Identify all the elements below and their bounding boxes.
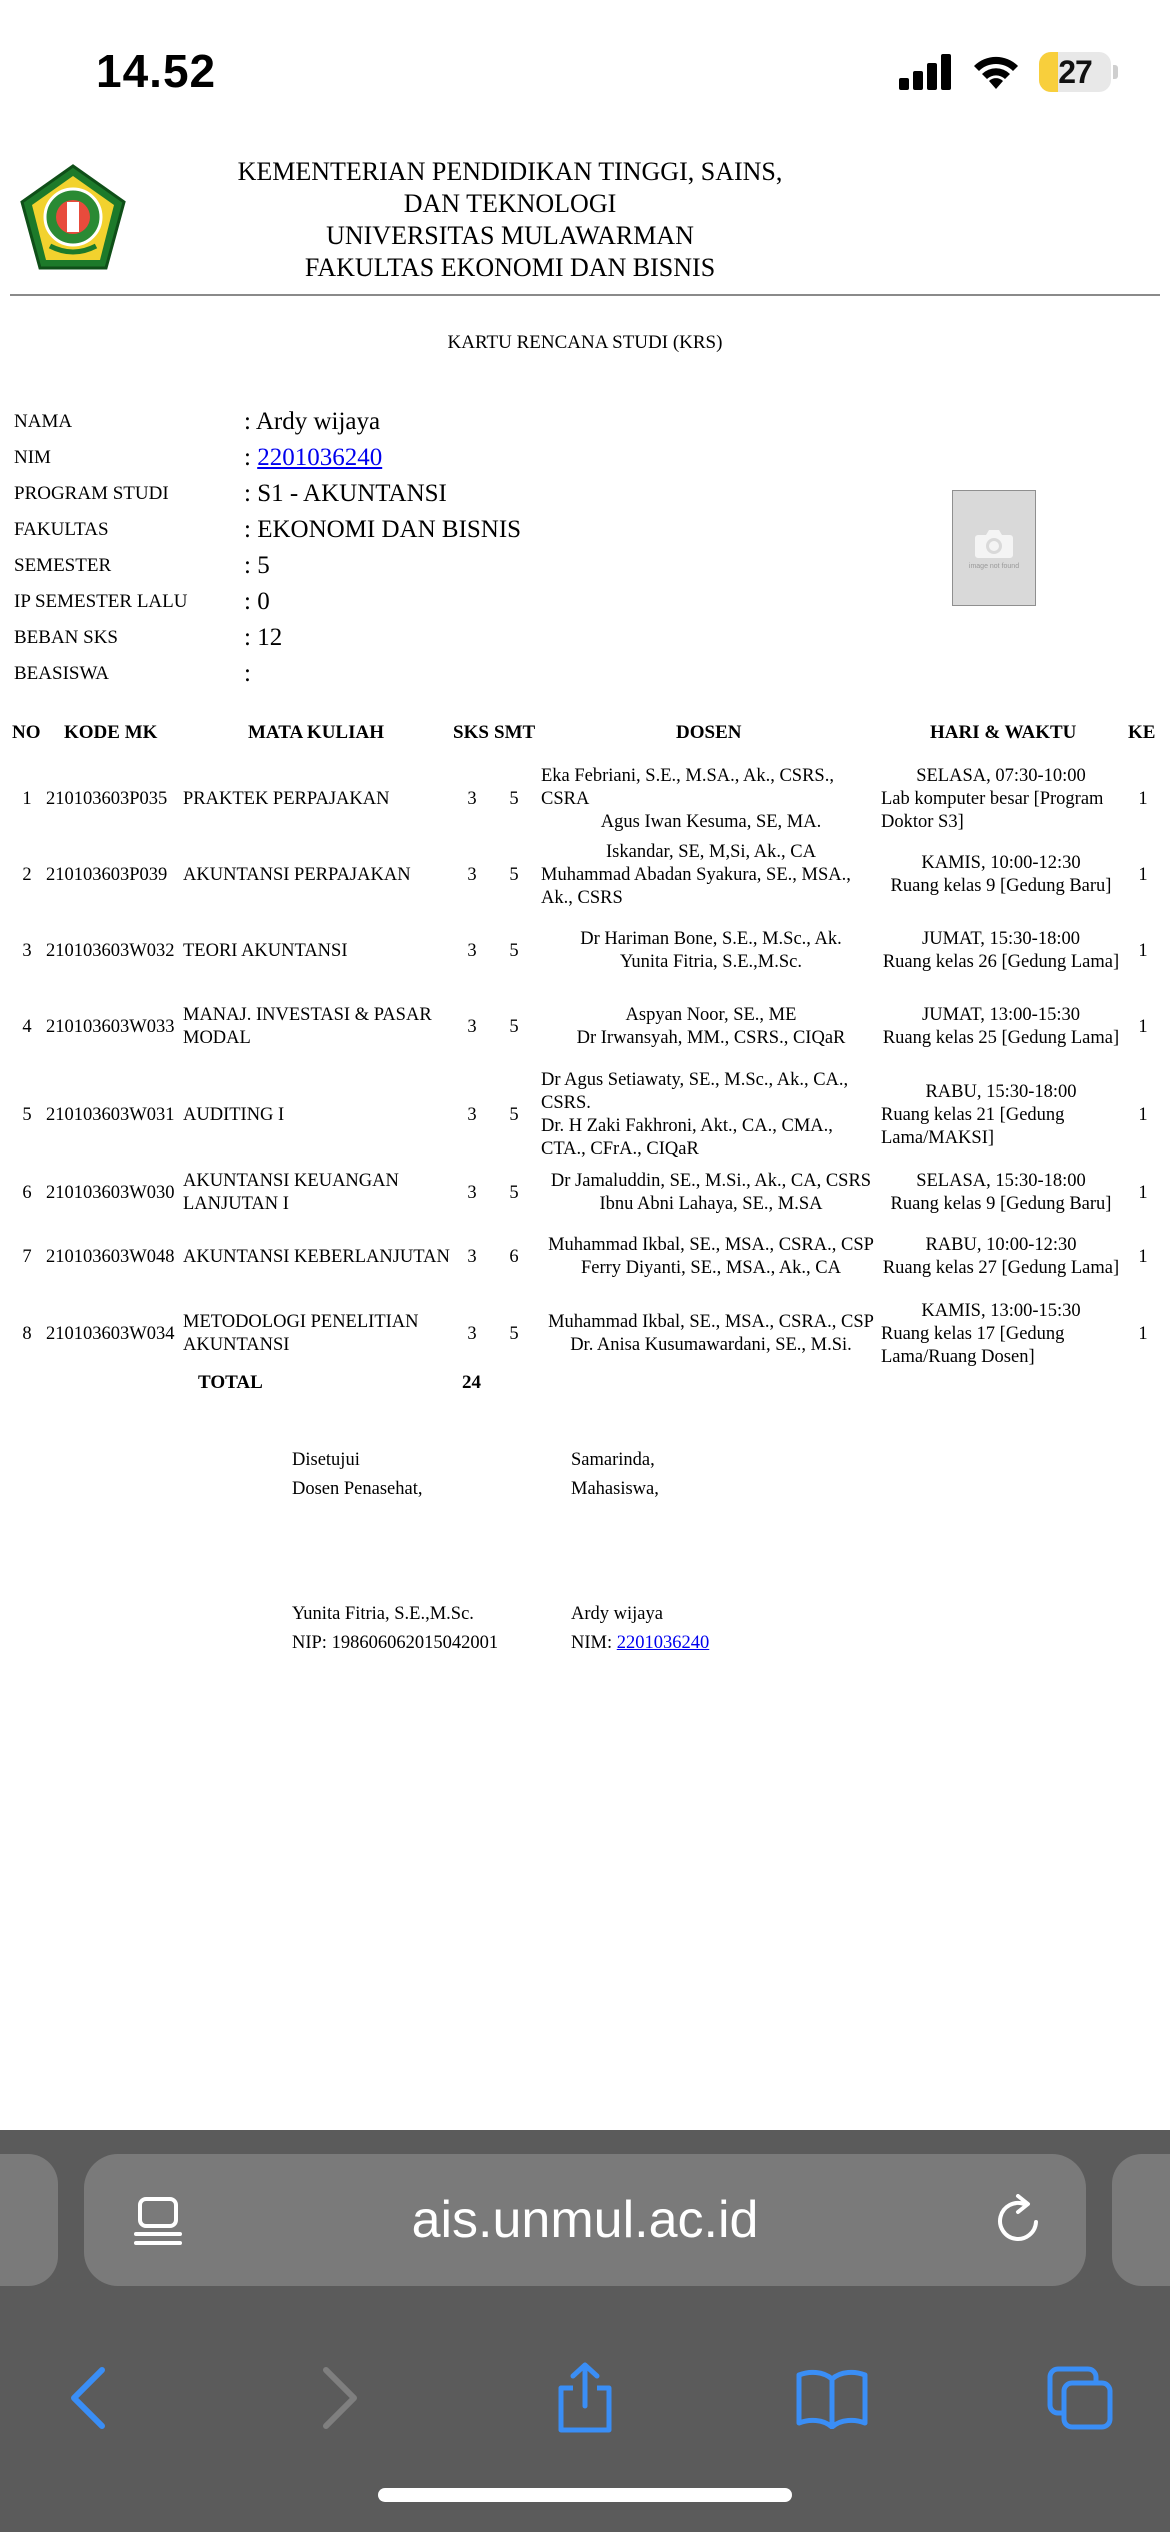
- lecturer-name: Dr Irwansyah, MM., CSRS., CIQaR: [576, 1028, 846, 1048]
- schedule-time: SELASA, 07:30-10:00: [916, 765, 1086, 786]
- course-semester: 5: [509, 1104, 519, 1125]
- schedule-room: Ruang kelas 9 [Gedung Baru]: [890, 876, 1112, 896]
- info-row-fakultas: [14, 512, 521, 548]
- schedule-room: Ruang kelas 27 [Gedung Lama]: [882, 1258, 1120, 1278]
- krs-document: [0, 140, 1170, 2130]
- institution-line: FAKULTAS EKONOMI DAN BISNIS: [304, 253, 716, 282]
- course-semester: 5: [509, 788, 519, 809]
- course-name: MANAJ. INVESTASI & PASAR MODAL: [183, 1005, 432, 1048]
- column-header: DOSEN: [676, 722, 742, 743]
- lecturer-name: Iskandar, SE, M,Si, Ak., CA: [606, 841, 816, 862]
- browser-toolbar: [0, 2310, 1170, 2460]
- student-credit-load: : 12: [244, 624, 283, 651]
- course-code: 210103603W034: [46, 1323, 175, 1344]
- course-credits: 3: [467, 1182, 477, 1203]
- reload-icon[interactable]: [994, 2194, 1044, 2246]
- course-code: 210103603W032: [46, 940, 175, 961]
- back-button[interactable]: [48, 2358, 128, 2438]
- class-number: 1: [1138, 1323, 1148, 1344]
- lecturer-name: Aspyan Noor, SE., ME: [625, 1005, 797, 1025]
- info-row-beban: [14, 620, 282, 656]
- schedule-room: Ruang kelas 17 [Gedung Lama/Ruang Dosen]: [881, 1323, 1065, 1367]
- tabs-icon: [1046, 2365, 1114, 2431]
- course-code: 210103603W030: [46, 1182, 175, 1203]
- student-semester: : 5: [244, 552, 270, 579]
- nim-link[interactable]: 2201036240: [616, 1633, 710, 1653]
- lecturers: [541, 1166, 881, 1220]
- back-arrow-icon: [68, 2366, 108, 2430]
- class-number: 1: [1138, 1016, 1148, 1037]
- schedule: [881, 1294, 1121, 1374]
- lecturer-name: Ferry Diyanti, SE., MSA., Ak., CA: [580, 1258, 842, 1278]
- table-row: [0, 1220, 1170, 1294]
- tabs-button[interactable]: [1040, 2358, 1120, 2438]
- lecturer-name: Eka Febriani, S.E., M.SA., Ak., CSRS., CSRA: [541, 765, 834, 809]
- nim-prefix: :: [244, 444, 258, 471]
- row-number: 3: [22, 940, 32, 961]
- advisor-signature-block: [292, 1446, 423, 1504]
- table-row: [0, 1294, 1170, 1374]
- forward-button[interactable]: [300, 2358, 380, 2438]
- course-code: 210103603P035: [46, 788, 168, 809]
- advisor-name: Yunita Fitria, S.E.,M.Sc.: [292, 1604, 474, 1624]
- lecturers: [541, 990, 881, 1064]
- nim-link[interactable]: 2201036240: [257, 444, 383, 471]
- info-row-prodi: [14, 476, 447, 512]
- battery-fill: [1039, 52, 1058, 92]
- course-semester: 5: [509, 864, 519, 885]
- class-number: 1: [1138, 864, 1148, 885]
- row-number: 2: [22, 864, 32, 885]
- student-name: : Ardy wijaya: [244, 408, 381, 435]
- class-number: 1: [1138, 1182, 1148, 1203]
- university-logo-icon: [16, 162, 130, 276]
- page-title: KARTU RENCANA STUDI (KRS): [447, 332, 723, 353]
- table-row: [0, 1166, 1170, 1220]
- class-number: 1: [1138, 1104, 1148, 1125]
- table-row: [0, 838, 1170, 912]
- share-button[interactable]: [545, 2358, 625, 2438]
- lecturer-name: Muhammad Ikbal, SE., MSA., CSRA., CSP: [548, 1312, 874, 1332]
- schedule-room: Ruang kelas 9 [Gedung Baru]: [890, 1194, 1112, 1214]
- schedule: [881, 1166, 1121, 1220]
- info-row-ip: [14, 584, 270, 620]
- table-row: [0, 760, 1170, 838]
- row-number: 1: [22, 788, 32, 809]
- home-indicator[interactable]: [378, 2488, 792, 2502]
- info-row-nim: [14, 440, 382, 476]
- course-semester: 5: [509, 1016, 519, 1037]
- lecturer-name: Dr Hariman Bone, S.E., M.Sc., Ak.: [580, 929, 842, 949]
- course-name: PRAKTEK PERPAJAKAN: [183, 788, 390, 809]
- student-name-block: [571, 1600, 709, 1658]
- student-role: Mahasiswa,: [571, 1479, 659, 1499]
- schedule-room: Ruang kelas 26 [Gedung Lama]: [882, 952, 1120, 972]
- row-number: 5: [22, 1104, 32, 1125]
- row-number: 6: [22, 1182, 32, 1203]
- status-icons: [899, 52, 1118, 92]
- header-divider: [10, 294, 1160, 296]
- next-tab-preview[interactable]: [1112, 2154, 1170, 2286]
- student-signature-name: Ardy wijaya: [571, 1604, 663, 1624]
- schedule: [881, 990, 1121, 1064]
- schedule-time: RABU, 10:00-12:30: [925, 1235, 1077, 1255]
- student-faculty: : EKONOMI DAN BISNIS: [244, 516, 522, 543]
- info-row-semester: [14, 548, 270, 584]
- course-code: 210103603W031: [46, 1104, 175, 1125]
- schedule: [881, 1220, 1121, 1294]
- schedule-time: KAMIS, 13:00-15:30: [921, 1300, 1081, 1321]
- schedule-room: Ruang kelas 21 [Gedung Lama/MAKSI]: [881, 1104, 1065, 1148]
- course-code: 210103603W048: [46, 1246, 175, 1267]
- student-signature-nim: [571, 1629, 709, 1658]
- info-label: IP SEMESTER LALU: [14, 591, 188, 612]
- student-ip: : 0: [244, 588, 270, 615]
- schedule-room: Lab komputer besar [Program Doktor S3]: [881, 788, 1104, 832]
- column-header: HARI & WAKTU: [930, 722, 1077, 743]
- schedule-time: JUMAT, 15:30-18:00: [922, 929, 1080, 949]
- course-credits: 3: [467, 1104, 477, 1125]
- place-label: Samarinda,: [571, 1450, 655, 1470]
- lecturers: [541, 912, 881, 990]
- lecturer-name: Ibnu Abni Lahaya, SE., M.SA: [599, 1194, 823, 1214]
- course-credits: 3: [467, 1323, 477, 1344]
- schedule-time: RABU, 15:30-18:00: [925, 1081, 1077, 1102]
- course-name: TEORI AKUNTANSI: [183, 940, 348, 961]
- lecturers: [541, 1220, 881, 1294]
- lecturer-name: Dr Agus Setiawaty, SE., M.Sc., Ak., CA., CSRS.: [541, 1070, 849, 1113]
- course-credits: 3: [467, 864, 477, 885]
- info-label: BEASISWA: [14, 663, 110, 684]
- course-credits: 3: [467, 788, 477, 809]
- info-label: FAKULTAS: [14, 519, 109, 540]
- battery-icon: [1039, 52, 1111, 92]
- browser-chrome: [0, 2130, 1170, 2532]
- column-header: KE: [1128, 722, 1156, 743]
- course-credits: 3: [467, 940, 477, 961]
- student-scholarship: :: [244, 660, 251, 687]
- info-row-beasiswa: [14, 656, 251, 692]
- share-icon: [553, 2362, 617, 2434]
- info-label: NIM: [14, 447, 51, 468]
- advisor-name-block: [292, 1600, 498, 1658]
- column-header: NO: [12, 722, 41, 743]
- lecturer-name: Agus Iwan Kesuma, SE, MA.: [600, 811, 822, 832]
- row-number: 7: [22, 1246, 32, 1267]
- institution-line: UNIVERSITAS MULAWARMAN: [326, 221, 694, 250]
- battery-cap: [1113, 65, 1118, 79]
- lecturers: [541, 760, 881, 838]
- row-number: 8: [22, 1323, 32, 1344]
- course-credits: 3: [467, 1246, 477, 1267]
- address-bar[interactable]: [84, 2154, 1086, 2286]
- student-program: : S1 - AKUNTANSI: [244, 480, 447, 507]
- schedule-room: Ruang kelas 25 [Gedung Lama]: [882, 1028, 1120, 1048]
- forward-arrow-icon: [320, 2366, 360, 2430]
- course-name: AUDITING I: [183, 1104, 285, 1125]
- course-name: AKUNTANSI KEBERLANJUTAN: [183, 1246, 450, 1267]
- schedule-time: SELASA, 15:30-18:00: [916, 1171, 1086, 1191]
- nim-prefix: NIM:: [571, 1633, 617, 1653]
- previous-tab-preview[interactable]: [0, 2154, 58, 2286]
- lecturer-name: Dr. H Zaki Fakhroni, Akt., CA., CMA., CTA., CFrA., CIQaR: [541, 1116, 833, 1159]
- lecturer-name: Dr Jamaluddin, SE., M.Si., Ak., CA, CSRS: [550, 1171, 872, 1191]
- status-time: 14.52: [96, 45, 217, 97]
- photo-caption: image not found: [968, 562, 1020, 570]
- course-code: 210103603W033: [46, 1016, 175, 1037]
- student-signature-block: [571, 1446, 659, 1504]
- table-row: [0, 990, 1170, 1064]
- info-row-nama: [14, 404, 380, 440]
- course-semester: 5: [509, 1182, 519, 1203]
- course-credits: 3: [467, 1016, 477, 1037]
- course-name: METODOLOGI PENELITIAN AKUNTANSI: [183, 1312, 419, 1355]
- course-code: 210103603P039: [46, 864, 168, 885]
- cellular-signal-icon: [899, 54, 953, 90]
- info-label: SEMESTER: [14, 555, 112, 576]
- row-number: 4: [22, 1016, 32, 1037]
- approval-label: Disetujui: [292, 1450, 360, 1470]
- student-photo-placeholder: [952, 490, 1036, 606]
- info-label: PROGRAM STUDI: [14, 483, 169, 504]
- course-name: AKUNTANSI PERPAJAKAN: [183, 864, 411, 885]
- column-header: MATA KULIAH: [248, 722, 384, 743]
- institution-line: DAN TEKNOLOGI: [403, 189, 617, 218]
- lecturers: [541, 838, 881, 912]
- institution-line: KEMENTERIAN PENDIDIKAN TINGGI, SAINS,: [237, 157, 783, 186]
- bookmarks-button[interactable]: [792, 2358, 872, 2438]
- lecturer-name: Dr. Anisa Kusumawardani, SE., M.Si.: [570, 1335, 852, 1355]
- lecturer-name: Muhammad Ikbal, SE., MSA., CSRA., CSP: [548, 1235, 874, 1255]
- status-bar: [0, 0, 1170, 140]
- schedule: [881, 1064, 1121, 1166]
- advisor-role: Dosen Penasehat,: [292, 1479, 423, 1499]
- camera-icon: [974, 527, 1014, 559]
- battery-level: 27: [1058, 53, 1092, 90]
- column-header: SMT: [494, 722, 536, 743]
- institution-heading: [190, 156, 830, 284]
- course-semester: 5: [509, 1323, 519, 1344]
- lecturers: [541, 1064, 881, 1166]
- student-nim: [244, 444, 382, 472]
- table-row: [0, 1064, 1170, 1166]
- schedule-time: JUMAT, 13:00-15:30: [922, 1005, 1080, 1025]
- book-icon: [795, 2367, 869, 2429]
- wifi-icon: [971, 53, 1021, 91]
- info-label: BEBAN SKS: [14, 627, 118, 648]
- course-semester: 5: [509, 940, 519, 961]
- advisor-nip: NIP: 198606062015042001: [292, 1633, 499, 1653]
- schedule: [881, 760, 1121, 838]
- course-semester: 6: [509, 1246, 519, 1267]
- table-row: [0, 912, 1170, 990]
- total-label: TOTAL: [198, 1372, 263, 1393]
- url-text[interactable]: ais.unmul.ac.id: [411, 2191, 759, 2249]
- class-number: 1: [1138, 1246, 1148, 1267]
- schedule: [881, 912, 1121, 990]
- lecturers: [541, 1294, 881, 1374]
- schedule-time: KAMIS, 10:00-12:30: [921, 853, 1081, 873]
- class-number: 1: [1138, 788, 1148, 809]
- class-number: 1: [1138, 940, 1148, 961]
- total-credits: 24: [462, 1372, 481, 1393]
- column-header: SKS: [453, 722, 489, 743]
- lecturer-name: Yunita Fitria, S.E.,M.Sc.: [620, 952, 802, 972]
- column-header: KODE MK: [64, 722, 158, 743]
- info-label: NAMA: [14, 411, 73, 432]
- lecturer-name: Muhammad Abadan Syakura, SE., MSA., Ak., CSRS: [541, 864, 851, 908]
- course-name: AKUNTANSI KEUANGAN LANJUTAN I: [183, 1171, 399, 1214]
- schedule: [881, 838, 1121, 912]
